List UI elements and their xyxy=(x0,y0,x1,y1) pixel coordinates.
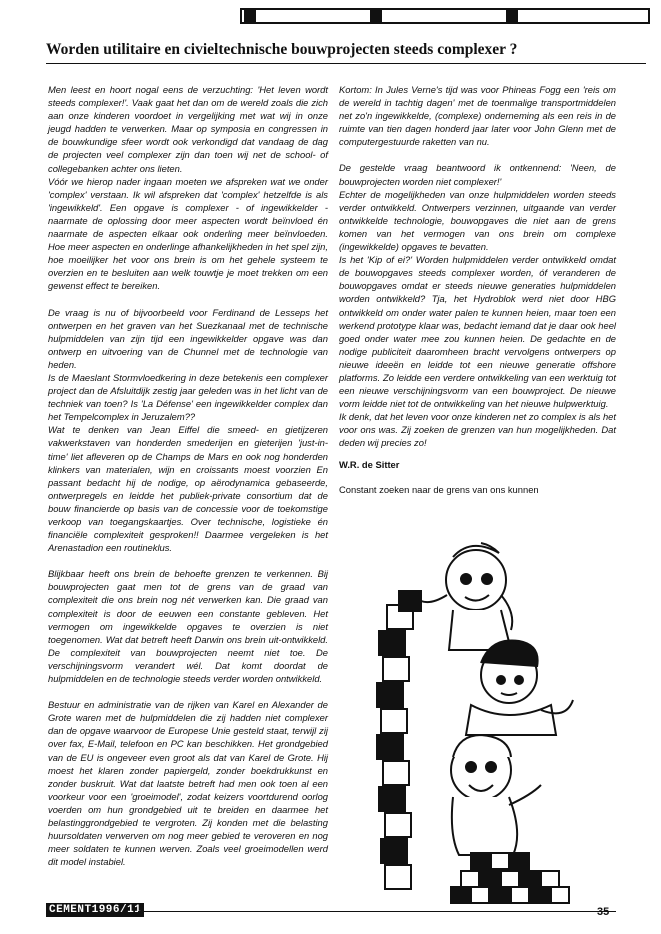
illustration-caption: Constant zoeken naar de grens van ons kunnen xyxy=(339,483,539,495)
header-bar-block xyxy=(506,10,518,22)
cartoon-illustration xyxy=(341,535,611,905)
paragraph: Blijkbaar heeft ons brein de behoefte grenzen te verkennen. Bij bouwprojecten gaat men tot de grens van de graad van complexiteit die ons brein nog nét verwerken kan. Die graad van complexiteit is door de eeuwen een constante gebleven. Het vermogen om ingewikkelde opgaves te overzien is niet toegenomen. Wat dat betreft heeft Darwin ons brein uit-ontwikkeld. De complexiteit van bouwprojecten neemt niet toe. De verschijningsvorm verandert wél. Dat komt doordat de hulpmiddelen en de technologie steeds verder worden ontwikkeld. xyxy=(48,568,328,685)
author-name: W.R. de Sitter xyxy=(339,458,400,470)
article-title: Worden utilitaire en civieltechnische bouwprojecten steeds complexer ? xyxy=(46,41,518,58)
paragraph: De gestelde vraag beantwoord ik ontkennend: 'Neen, de bouwprojecten worden niet complexer!' xyxy=(339,162,616,187)
paragraph: Ik denk, dat het leven voor onze kinderen net zo complex is als het voor ons was. Zij zoeken de grenzen van hun mogelijkheden. Dat deden wij precies zo! xyxy=(339,411,616,449)
paragraph: Is het 'Kip of ei?' Worden hulpmiddelen verder ontwikkeld omdat de bouwopgaves steeds complexer worden, óf veranderen de bouwopgaves omdat er steeds nieuwe generaties hulpmiddelen worden ontwikkeld? Tja, het Hydroblok werd niet door HBG ontwikkeld om onder water palen te kunnen heien, maar toen een werkend prototype klaar was, bedacht iemand dat je daar ook heel goed onder water mee zou kunnen heien. De gedachte en de nodige publiciteit daaromheen bracht vervolgens ontwerpers op nieuwe ideeën en leidde tot een nieuwe generatie offshore platforms. Zo leidde een verdere ontwikkeling van een werktuig tot een nieuwe verschijningsvorm van een bouwproject. De nieuwe vorm leidde niet tot de ontwikkeling van het nieuwe hulpwerktuig. xyxy=(339,254,616,410)
paragraph: Echter de mogelijkheden van onze hulpmiddelen worden steeds verder ontwikkeld. Ontwerpers verzinnen, uitgaande van verder ontwikkelde technologie, bouwopgaves die niet aan de grens komen van het vermogen van ons brein om complexe (ingewikkelde) opgaves te bevatten. xyxy=(339,188,616,253)
paragraph: Vóór we hierop nader ingaan moeten we afspreken wat we onder 'complex' verstaan. Ik wil afspreken dat 'complex' hetzelfde is als 'ingewikkeld'. Een opgave is complexer - of ingewikkelder - naarmate de oplossing door meer aspecten wordt beïnvloed én naarmate de aspecten elkaar ook onderling meer beïnvloeden. Hoe meer aspecten en onderlinge afhankelijkheden in het spel zijn, hoe moeilijker het voor ons brein is om het gehele systeem te overzien en te besluiten aan welk touwtje je moet trekken om een gewenst effect te bereiken. xyxy=(48,175,328,292)
paragraph: Is de Maeslant Stormvloedkering in deze betekenis een complexer project dan de Afsluitdijk zestig jaar geleden was in het licht van de techniek van toen? Is 'La Défense' een ingewikkelder complex dan het Tempelcomplex in Jeruzalem?? xyxy=(48,371,328,423)
paragraph: Men leest en hoort nogal eens de verzuchting: 'Het leven wordt steeds complexer!'. Vaak gaat het dan om de wereld zoals die zich aan onze kinderen voordoet in vergelijking met wat wij in onze jeugd hadden te verwerken. Maar op symposia en congressen in de bouwkundige sfeer wordt ook verkondigd dat vandaag de dag de projecten veel complexer zijn dan toen wij net de school- of collegebanken achter ons lieten. xyxy=(48,84,328,174)
right-column xyxy=(339,83,616,496)
header-bar xyxy=(240,8,650,24)
header-bar-block xyxy=(370,10,382,22)
footer-divider xyxy=(138,911,616,912)
issue-label: CEMENT1996/11 xyxy=(46,903,144,917)
title-divider xyxy=(46,63,646,64)
paragraph: De vraag is nu of bijvoorbeeld voor Ferdinand de Lesseps het ontwerpen en het graven van het Suezkanaal met de technische hulpmiddelen van zijn tijd een ingewikkelder opgave was dan ontwerp en uitvoering van de Chunnel met de technologie van heden. xyxy=(48,306,328,370)
page-number: 35 xyxy=(597,906,610,918)
paragraph: Bestuur en administratie van de rijken van Karel en Alexander de Grote waren met de hulpmiddelen die zij hadden niet complexer dan de opgave waarvoor de Europese Unie gesteld staat, terwijl zij over fax, E-Mail, telefoon en PC kan beschikken. Het grondgebied van de EU is ongeveer even groot als dat van Karel de Grote. Hij moest het klaren zonder papiergeld, zonder boekdrukkunst en zonder buskruit. Wat dat laatste betreft had men ook toen al een voorkeur voor een 'groeimodel', zodat keizers voortdurend oorlog voerden om hun grondgebied uit te breiden en daarmee het belastinggrondgebied te vergroten. Zij konden met die belasting huursoldaten verwerven om nog meer gebied te veroveren en nog meer soldaten te kunnen werven. Zoals veel groeimodellen werd dit model instabiel. xyxy=(48,699,328,868)
paragraph: Kortom: In Jules Verne's tijd was voor Phineas Fogg een 'reis om de wereld in tachtig dagen' met de toenmalige transportmiddelen net zo'n ingewikkelde, (complexe) onderneming als een reis in de ruimte van tien dagen honderd jaar later voor John Glenn met de computergestuurde raketten van nu. xyxy=(339,84,616,148)
left-column xyxy=(48,83,328,881)
header-bar-block xyxy=(244,10,256,22)
paragraph: Wat te denken van Jean Eiffel die smeed- en gietijzeren vakwerkstaven van honderden smederijen en gieterijen 'just-in-time' liet afleveren op de Champs de Mars en ook nog honderden klinkers van materialen, wijn en croissants moest voorzien En passant bedacht hij de nodige, op aërodynamica gebaseerde, ontwerpregels en leidde het publiek-private consortium dat de bouw financierde op basis van de concessie voor de toekomstige verkoop van toegangskaartjes. Over technische, logistieke én financiële complexiteit gesproken!! Daarmee vergeleken is het Arenastadion een routineklus. xyxy=(48,424,328,554)
